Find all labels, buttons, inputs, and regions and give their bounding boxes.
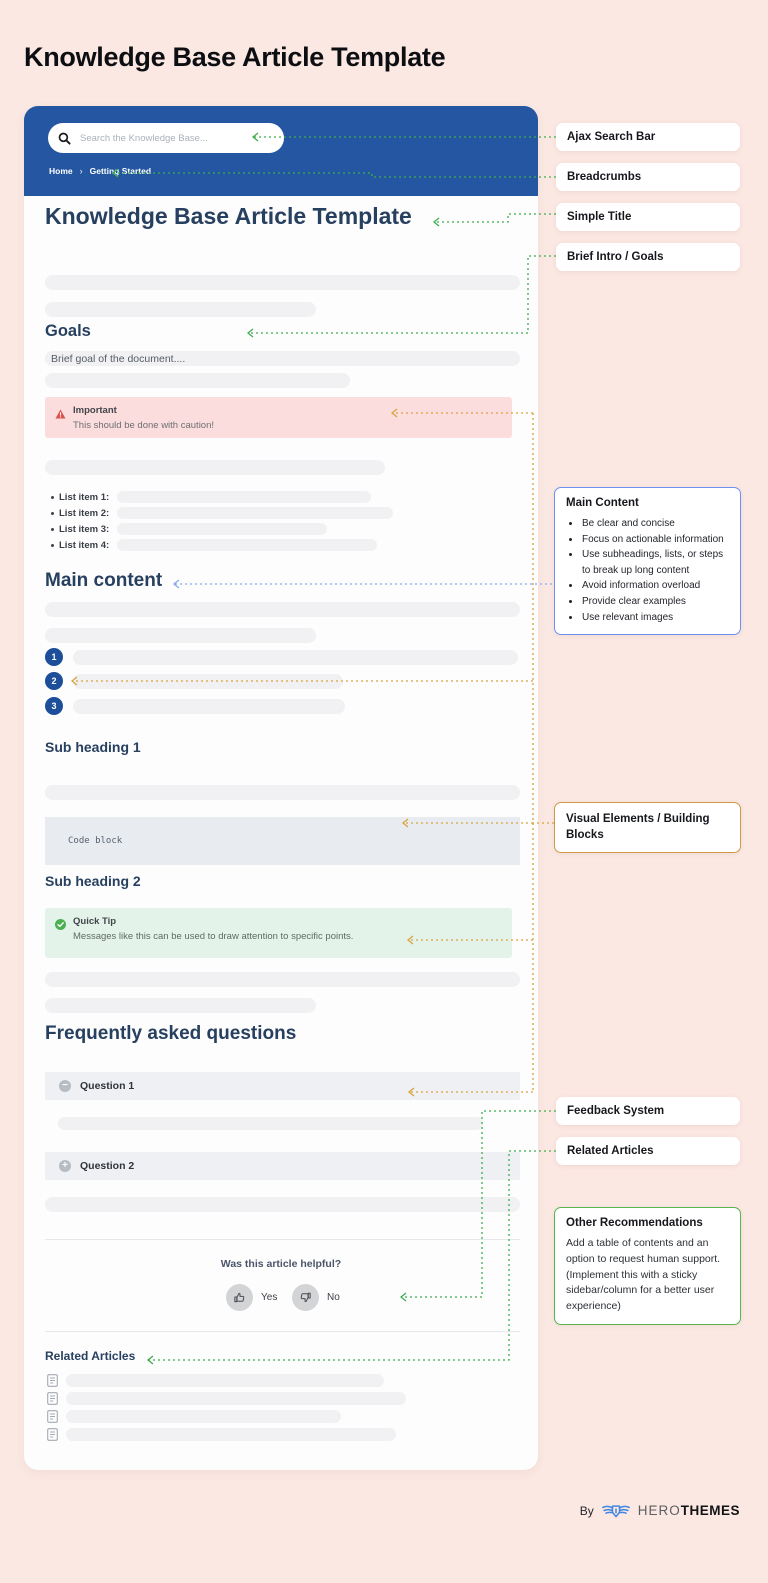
annotation-brief-intro-goals: Brief Intro / Goals [556, 243, 740, 271]
list-item-label: List item 2: [59, 507, 110, 519]
search-icon [58, 132, 71, 145]
document-icon [47, 1392, 58, 1405]
tip-text: Messages like this can be used to draw attention to specific points. [73, 931, 354, 942]
annotation-breadcrumbs: Breadcrumbs [556, 163, 740, 191]
feedback-yes-label: Yes [261, 1292, 278, 1303]
text-placeholder-bar [66, 1392, 406, 1405]
step-number-badge: 2 [45, 672, 63, 690]
document-icon [47, 1428, 58, 1441]
faq-question-label: Question 2 [80, 1160, 135, 1172]
annotation-box-title: Visual Elements / Building Blocks [566, 813, 710, 841]
related-articles-heading: Related Articles [45, 1349, 136, 1363]
text-placeholder-bar [66, 1410, 341, 1423]
related-article-link[interactable] [47, 1374, 384, 1387]
list-item-label: List item 3: [59, 523, 110, 535]
goal-text: Brief goal of the document.... [51, 352, 186, 365]
check-circle-icon [55, 917, 66, 935]
alert-text: This should be done with caution! [73, 420, 215, 431]
footer-brand [580, 1502, 740, 1519]
text-placeholder-bar [45, 998, 316, 1013]
annotation-visual-elements-box [554, 802, 741, 853]
text-placeholder-bar [73, 650, 518, 665]
kb-article-mockup [24, 106, 538, 1470]
list-item [51, 523, 327, 535]
goals-heading: Goals [45, 322, 91, 340]
annotation-bullet: • Provide clear examples [581, 594, 729, 610]
list-item-label: List item 4: [59, 539, 110, 551]
page-title: Knowledge Base Article Template [24, 42, 446, 72]
text-placeholder-bar [58, 1117, 483, 1130]
text-placeholder-bar [45, 275, 520, 290]
bullet-icon [51, 512, 54, 515]
text-placeholder-bar [45, 373, 350, 388]
feedback-no-button[interactable] [292, 1284, 340, 1311]
related-article-link[interactable] [47, 1410, 341, 1423]
faq-question-2[interactable] [45, 1152, 520, 1180]
code-block [45, 817, 520, 865]
alert-title: Important [73, 405, 117, 416]
faq-heading: Frequently asked questions [45, 1023, 297, 1044]
annotation-bullet-list [566, 516, 729, 625]
divider [45, 1331, 520, 1332]
related-article-link[interactable] [47, 1428, 396, 1441]
subheading-2: Sub heading 2 [45, 873, 141, 889]
text-placeholder-bar [117, 491, 371, 503]
warning-triangle-icon [55, 406, 66, 424]
minus-circle-icon[interactable]: − [59, 1080, 71, 1092]
bullet-icon [51, 544, 54, 547]
annotation-other-recommendations-box [554, 1207, 741, 1325]
annotation-main-content-box [554, 487, 741, 635]
important-alert [45, 397, 512, 438]
text-placeholder-bar [117, 507, 393, 519]
annotation-bullet: • Be clear and concise [581, 516, 729, 532]
article-title: Knowledge Base Article Template [45, 203, 412, 229]
quick-tip-alert [45, 908, 512, 958]
text-placeholder-bar [117, 539, 377, 551]
annotation-bullet: • Use relevant images [581, 610, 729, 626]
bullet-icon [51, 528, 54, 531]
text-placeholder-bar [66, 1374, 384, 1387]
document-icon [47, 1374, 58, 1387]
thumb-up-icon [226, 1284, 253, 1311]
tip-title: Quick Tip [73, 916, 117, 927]
annotation-box-title: Other Recommendations [566, 1217, 703, 1229]
text-placeholder-bar [45, 628, 316, 643]
kb-header [24, 106, 538, 196]
brand-hero: HERO [637, 1503, 681, 1518]
breadcrumb [49, 166, 151, 176]
annotation-box-title: Main Content [566, 497, 639, 509]
code-block-text: Code block [68, 836, 123, 846]
bullet-icon [51, 496, 54, 499]
text-placeholder-bar [73, 674, 343, 689]
related-article-link[interactable] [47, 1392, 406, 1405]
text-placeholder-bar [45, 460, 385, 475]
brand-themes: THEMES [680, 1503, 740, 1518]
subheading-1: Sub heading 1 [45, 739, 141, 755]
breadcrumb-home-link[interactable]: Home [49, 166, 73, 176]
feedback-yes-button[interactable] [226, 1284, 277, 1311]
search-bar[interactable] [48, 123, 284, 153]
thumb-down-icon [292, 1284, 319, 1311]
herothemes-logo-icon [601, 1502, 631, 1519]
document-icon [47, 1410, 58, 1423]
text-placeholder-bar [45, 602, 520, 617]
step-number-badge: 1 [45, 648, 63, 666]
feedback-question: Was this article helpful? [220, 1258, 342, 1270]
annotation-simple-title: Simple Title [556, 203, 740, 231]
text-placeholder-bar [45, 302, 316, 317]
plus-circle-icon[interactable]: + [59, 1160, 71, 1172]
breadcrumb-separator: › [79, 166, 83, 176]
breadcrumb-section-link[interactable]: Getting Started [89, 166, 152, 176]
step-number-badge: 3 [45, 697, 63, 715]
list-item [51, 507, 393, 519]
text-placeholder-bar [73, 699, 345, 714]
feedback-no-label: No [327, 1292, 340, 1303]
annotation-bullet: • Use subheadings, lists, or steps to break up long content [581, 547, 729, 578]
search-input[interactable] [78, 132, 274, 145]
text-placeholder-bar [117, 523, 327, 535]
list-item [51, 491, 371, 503]
list-item [51, 539, 377, 551]
footer-by-label: By [579, 1503, 594, 1518]
text-placeholder-bar [45, 972, 520, 987]
annotation-bullet: • Avoid information overload [581, 578, 729, 594]
annotation-bullet: • Focus on actionable information [581, 532, 729, 548]
annotation-feedback-system: Feedback System [556, 1097, 740, 1125]
text-placeholder-bar [66, 1428, 396, 1441]
text-placeholder-bar [45, 785, 520, 800]
faq-question-1[interactable] [45, 1072, 520, 1100]
goal-text-bar [45, 351, 520, 366]
divider [45, 1239, 520, 1240]
list-item-label: List item 1: [59, 491, 110, 503]
text-placeholder-bar [45, 1197, 520, 1212]
annotation-related-articles: Related Articles [556, 1137, 740, 1165]
annotation-box-text: Add a table of contents and an option to request human support. (Implement this with a sticky sidebar/column for a better user experience) [566, 1237, 721, 1312]
annotation-ajax-search-bar: Ajax Search Bar [556, 123, 740, 151]
faq-question-label: Question 1 [80, 1080, 135, 1092]
main-content-heading: Main content [45, 570, 163, 591]
